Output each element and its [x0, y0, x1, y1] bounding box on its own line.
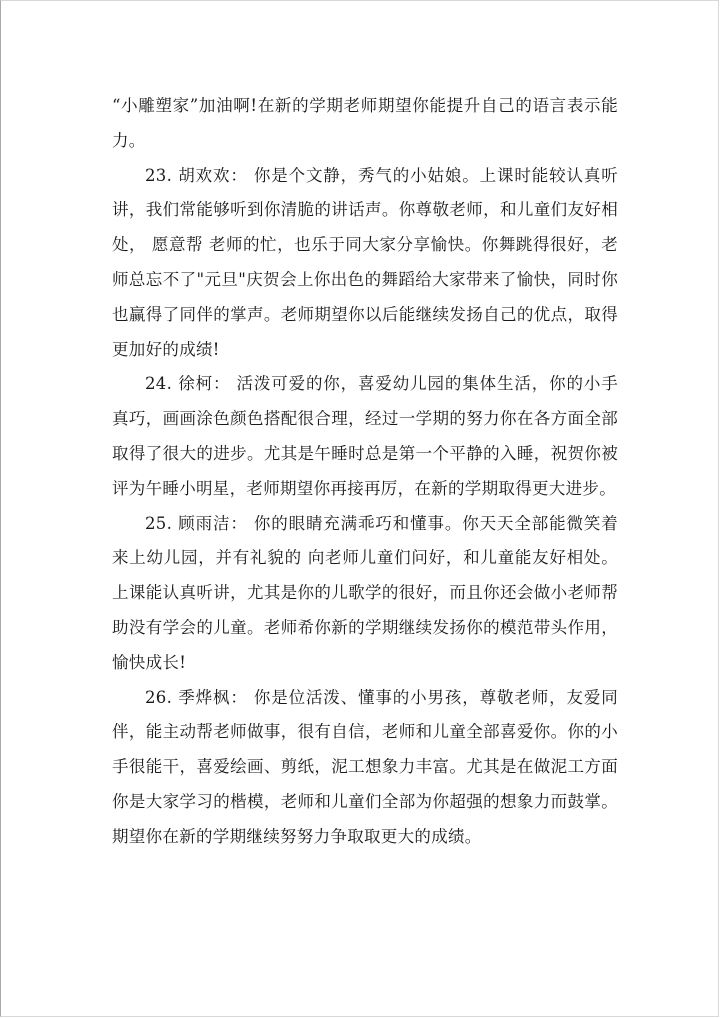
paragraph-25: 25. 顾雨洁： 你的眼睛充满乖巧和懂事。你天天全部能微笑着来上幼儿园，并有礼貌的 向老师儿童们问好，和儿童能友好相处。上课能认真听讲，尤其是你的儿歌学的很好，而且你还会做小老师帮助没有学会的儿童。老师希你新的学期继续发扬你的模范带头作用，愉快成长! — [112, 513, 618, 672]
paragraph-26: 26. 季烨枫： 你是位活泼、懂事的小男孩，尊敬老师，友爱同伴，能主动帮老师做事，很有自信，老师和儿童全部喜爱你。你的小手很能干，喜爱绘画、剪纸，泥工想象力丰富。尤其是在做泥工方面你是大家学习的楷模，老师和儿童们全部为你超强的想象力而鼓掌。期望你在新的学期继续努努力争取取更大的成绩。 — [112, 687, 618, 846]
paragraph-23: 23. 胡欢欢： 你是个文静，秀气的小姑娘。上课时能较认真听讲，我们常能够听到你清脆的讲话声。你尊敬老师，和儿童们友好相处， 愿意帮 老师的忙，也乐于同大家分享愉快。你舞跳得很好，老师总忘不了"元旦"庆贺会上你出色的舞蹈给大家带来了愉快，同时你也赢得了同伴的掌声。老师期望你以后能继续发扬自己的优点，取得更加好的成绩! — [112, 165, 618, 359]
paragraph-intro: “小雕塑家”加油啊!在新的学期老师期望你能提升自己的语言表示能力。 — [112, 96, 618, 150]
document-body — [112, 89, 618, 855]
paragraph-24: 24. 徐柯： 活泼可爱的你，喜爱幼儿园的集体生活，你的小手真巧，画画涂色颜色搭配很合理，经过一学期的努力你在各方面全部取得了很大的进步。尤其是午睡时总是第一个平静的入睡，祝贺你被评为午睡小明星，老师期望你再接再厉，在新的学期取得更大进步。 — [112, 374, 618, 498]
